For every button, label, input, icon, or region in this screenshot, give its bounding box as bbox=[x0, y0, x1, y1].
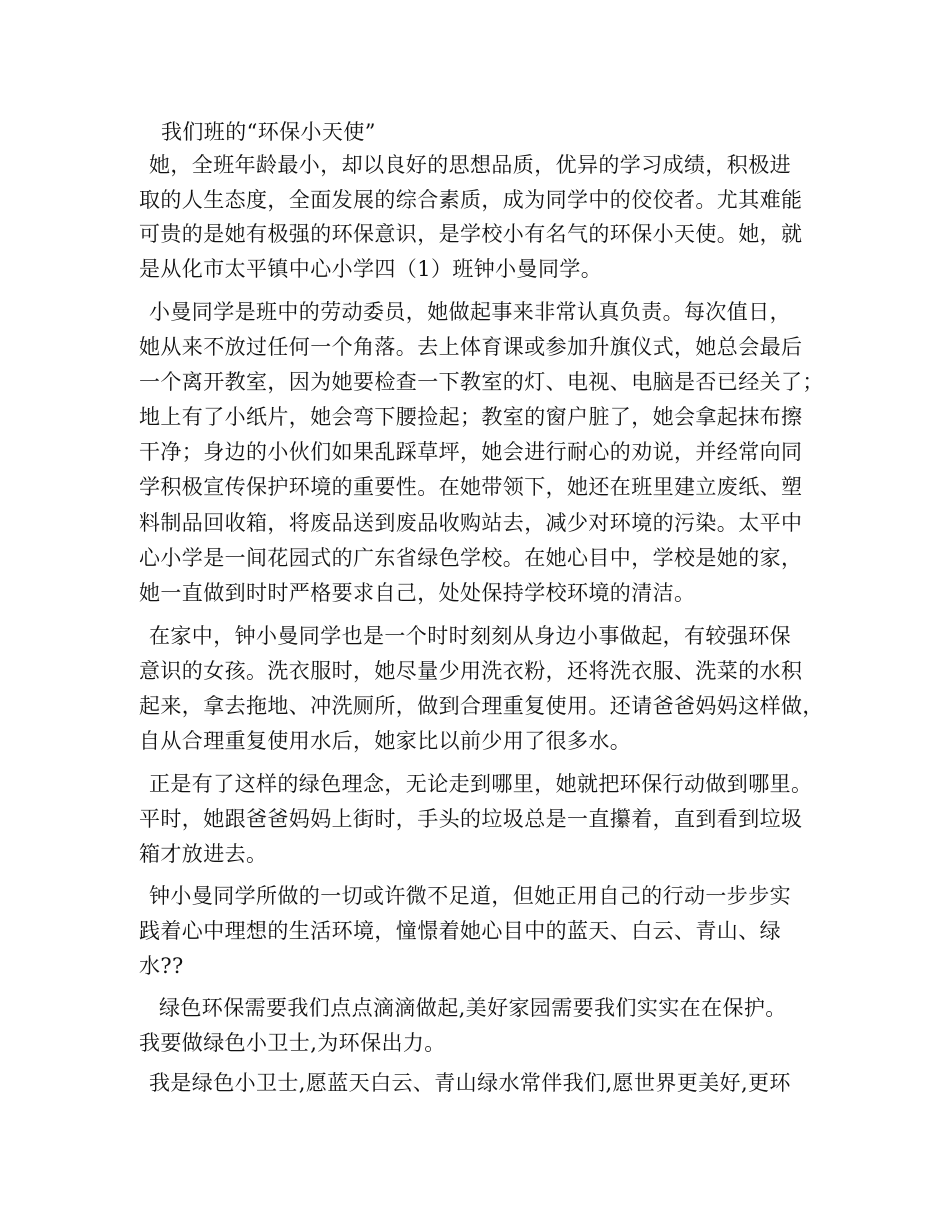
document-title: 我们班的“环保小天使” bbox=[161, 120, 376, 144]
paragraph-line: 地上有了小纸片，她会弯下腰捡起；教室的窗户脏了，她会拿起抹布擦 bbox=[139, 405, 803, 429]
paragraph-line: 起来，拿去拖地、冲洗厕所，做到合理重复使用。还请爸爸妈妈这样做， bbox=[139, 694, 824, 718]
paragraph-line: 我是绿色小卫士,愿蓝天白云、青山绿水常伴我们,愿世界更美好,更环 bbox=[149, 1071, 791, 1095]
paragraph-line: 心小学是一间花园式的广东省绿色学校。在她心目中，学校是她的家， bbox=[139, 546, 803, 570]
paragraph-line: 学积极宣传保护环境的重要性。在她带领下，她还在班里建立废纸、塑 bbox=[139, 475, 803, 499]
paragraph-line: 自从合理重复使用水后，她家比以前少用了很多水。 bbox=[139, 729, 632, 753]
paragraph-line: 水?? bbox=[139, 954, 184, 978]
paragraph-line: 料制品回收箱，将废品送到废品收购站去，减少对环境的污染。太平中 bbox=[139, 511, 803, 535]
paragraph-line: 一个离开教室，因为她要检查一下教室的灯、电视、电脑是否已经关了； bbox=[139, 370, 824, 394]
paragraph-line: 干净；身边的小伙们如果乱踩草坪，她会进行耐心的劝说，并经常向同 bbox=[139, 440, 803, 464]
paragraph-line: 她，全班年龄最小，却以良好的思想品质，优异的学习成绩，积极进 bbox=[149, 153, 791, 177]
paragraph-line: 小曼同学是班中的劳动委员，她做起事来非常认真负责。每次值日， bbox=[149, 300, 791, 324]
paragraph-line: 平时，她跟爸爸妈妈上街时，手头的垃圾总是一直攥着，直到看到垃圾 bbox=[139, 807, 803, 831]
paragraph-line: 她一直做到时时严格要求自己，处处保持学校环境的清洁。 bbox=[139, 581, 696, 605]
paragraph-line: 意识的女孩。洗衣服时，她尽量少用洗衣粉，还将洗衣服、洗菜的水积 bbox=[139, 659, 803, 683]
paragraph-line: 取的人生态度，全面发展的综合素质，成为同学中的佼佼者。尤其难能 bbox=[139, 188, 803, 212]
paragraph-line: 践着心中理想的生活环境，憧憬着她心目中的蓝天、白云、青山、绿 bbox=[139, 919, 781, 943]
paragraph-line: 我要做绿色小卫士,为环保出力。 bbox=[139, 1031, 446, 1055]
paragraph-line: 箱才放进去。 bbox=[139, 842, 268, 866]
paragraph-line: 是从化市太平镇中心小学四（1）班钟小曼同学。 bbox=[139, 257, 603, 281]
paragraph-line: 可贵的是她有极强的环保意识，是学校小有名气的环保小天使。她，就 bbox=[139, 222, 803, 246]
paragraph-line: 在家中，钟小曼同学也是一个时时刻刻从身边小事做起，有较强环保 bbox=[149, 624, 791, 648]
paragraph-line: 绿色环保需要我们点点滴滴做起,美好家园需要我们实实在在保护。 bbox=[159, 996, 787, 1020]
paragraph-line: 她从来不放过任何一个角落。去上体育课或参加升旗仪式，她总会最后 bbox=[139, 335, 803, 359]
paragraph-line: 正是有了这样的绿色理念，无论走到哪里，她就把环保行动做到哪里。 bbox=[149, 772, 813, 796]
paragraph-line: 钟小曼同学所做的一切或许微不足道，但她正用自己的行动一步步实 bbox=[149, 884, 791, 908]
